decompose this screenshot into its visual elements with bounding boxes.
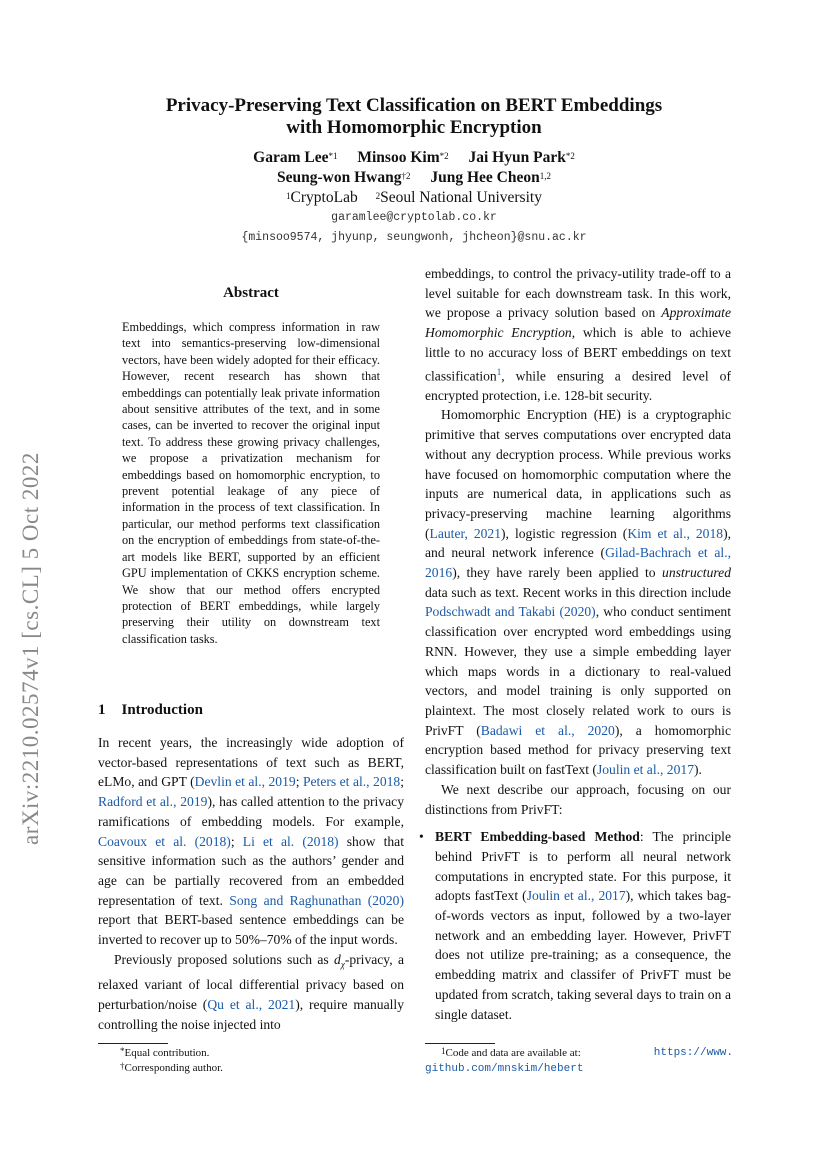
intro-paragraph-2: Previously proposed solutions such as $d_\chi$-privacy, a relaxed variant of local differential privacy based on perturbation/noise (Qu et al., 2021), require manually controlling the noise injected into	[98, 951, 404, 1032]
author: Minsoo Kim$^{*2}$	[357, 149, 449, 166]
author: Jung Hee Cheon$^{1,2}$	[430, 169, 551, 186]
footnote-marker[interactable]: 1	[496, 366, 502, 377]
author-row-2	[0, 168, 828, 188]
intro-paragraph-3: embeddings, to control the privacy-utility trade-off to a level suitable for each downstream task. In this work, we propose a privacy solution based on Approximate Homomorphic Encryption, which is able to achieve little to no accuracy loss of BERT embeddings on text classification$^1$, while ensuring a desired level of encrypted protection, i.e. 128-bit security.	[425, 266, 731, 403]
author-row-1	[0, 148, 828, 168]
footnote-rule	[98, 1043, 168, 1044]
abstract-heading: Abstract	[223, 285, 279, 301]
citation-link[interactable]: Podschwadt and Takabi (2020)	[425, 604, 596, 620]
footnote-rule	[425, 1043, 495, 1044]
citation-link[interactable]: Joulin et al., 2017	[596, 762, 694, 778]
paper-title	[0, 95, 828, 139]
footnotes-left	[120, 1046, 400, 1076]
citation-link[interactable]: Peters et al., 2018	[302, 774, 401, 790]
citation-link[interactable]: Coavoux et al. (2018)	[98, 833, 231, 849]
affiliation: $^1$CryptoLab	[286, 189, 358, 206]
citation-link[interactable]: Joulin et al., 2017	[526, 888, 626, 904]
code-url-link[interactable]: https://www.	[653, 1047, 733, 1059]
footnote-right: $^1$Code and data are available at: https://www. github.com/mnskim/hebert	[425, 1046, 733, 1075]
title-line-2: with Homomorphic Encryption	[286, 117, 542, 138]
arxiv-identifier: arXiv:2210.02574v1 [cs.CL] 5 Oct 2022	[18, 452, 43, 845]
citation-link[interactable]: Radford et al., 2019	[98, 794, 208, 810]
affiliation: $^2$Seoul National University	[375, 189, 542, 206]
author: Garam Lee$^{*1}$	[253, 149, 338, 166]
bullet-icon: •	[419, 829, 424, 845]
citation-link[interactable]: Lauter, 2021	[429, 525, 502, 541]
code-url-link[interactable]: github.com/mnskim/hebert	[425, 1063, 584, 1075]
email-secondary: {minsoo9574, jhyunp, seungwonh, jhcheon}@snu.ac.kr	[241, 231, 587, 244]
right-column-body	[419, 264, 731, 1024]
footnote: †Corresponding author.	[120, 1061, 223, 1074]
section-heading	[98, 702, 203, 719]
intro-paragraph-1: In recent years, the increasingly wide adoption of vector-based representations of text such as BERT, eLMo, and GPT (Devlin et al., 2019; Peters et al., 2018; Radford et al., 2019), has called attention to the privacy ramifications of embedding models. For example, Coavoux et al. (2018); Li et al. (2018) show that sensitive information such as the authors’ gender and age can be partially recovered from an embedded representation of text. Song and Raghunathan (2020) report that BERT-based sentence embeddings can be inverted to recover up to 50%–70% of the input words.	[98, 735, 404, 948]
citation-link[interactable]: Li et al. (2018)	[242, 833, 339, 849]
citation-link[interactable]: Gilad-Bachrach et al., 2016	[425, 545, 731, 581]
distinctions-list	[419, 827, 731, 1024]
citation-link[interactable]: Song and Raghunathan (2020)	[229, 892, 404, 908]
title-line-1: Privacy-Preserving Text Classification on BERT Embeddings	[165, 95, 663, 116]
author: Seung-won Hwang$^{\dagger 2}$	[277, 169, 411, 186]
citation-link[interactable]: Kim et al., 2018	[627, 525, 724, 541]
citation-link[interactable]: Badawi et al., 2020	[480, 722, 615, 738]
citation-link[interactable]: Qu et al., 2021	[207, 996, 296, 1012]
section-number: 1	[98, 702, 106, 718]
abstract-body: Embeddings, which compress information in raw text into semantics-preserving low-dimensional vectors, have been widely adopted for their efficacy. However, recent research has shown that embeddings can potentially leak private information about sensitive attributes of the text, and in some cases, can be inverted to recover the original input text. To address these growing privacy challenges, we propose a privatization mechanism for embeddings based on homomorphic encryption, to prevent potential leakage of any piece of information in the process of text classification. In particular, our method performs text classification on the encryption of embeddings from state-of-the-art models like BERT, supported by an efficient GPU implementation of CKKS encryption scheme. We show that our method offers encrypted protection of BERT embeddings, while largely preserving their utility on downstream text classification tasks.	[122, 320, 380, 646]
author: Jai Hyun Park$^{*2}$	[468, 149, 575, 166]
footnote: *Equal contribution.	[120, 1046, 210, 1059]
author-list	[0, 148, 828, 188]
left-column-body	[98, 733, 404, 1034]
affiliations	[0, 188, 828, 208]
list-item: • BERT Embedding-based Method: The principle behind PrivFT is to perform all neural network computations in encrypted state. For this purpose, it adopts fastText (Joulin et al., 2017), which takes bag-of-words vectors as input, followed by a two-layer network and an embedding layer. However, PrivFT does not utilize pre-training; as a consequence, the embedding matrix and classifer of PrivFT must be updated from scratch, taking several days to train on a single dataset.	[419, 829, 731, 1022]
email-primary: garamlee@cryptolab.co.kr	[331, 211, 497, 224]
intro-paragraph-5: We next describe our approach, focusing on our distinctions from PrivFT:	[425, 781, 731, 817]
citation-link[interactable]: Devlin et al., 2019	[194, 774, 296, 790]
intro-paragraph-4: Homomorphic Encryption (HE) is a cryptographic primitive that serves computations over encrypted data without any decryption process. While previous works have focused on homomorphic computation where the inputs are numerical data, in applications such as privacy-preserving machine learning algorithms (Lauter, 2021), logistic regression (Kim et al., 2018), and neural network inference (Gilad-Bachrach et al., 2016), they have rarely been applied to unstructured data such as text. Recent works in this direction include Podschwadt and Takabi (2020), who conduct sentiment classification over encrypted word embeddings using RNN. However, they use a simple embedding layer which maps words in a dictionary to real-valued vectors, and model training is only supported on plaintext. The most closely related work to ours is PrivFT (Badawi et al., 2020), a homomorphic encryption based method for privacy preserving text classification built on fastText (Joulin et al., 2017).	[425, 407, 731, 778]
section-title: Introduction	[121, 702, 203, 718]
